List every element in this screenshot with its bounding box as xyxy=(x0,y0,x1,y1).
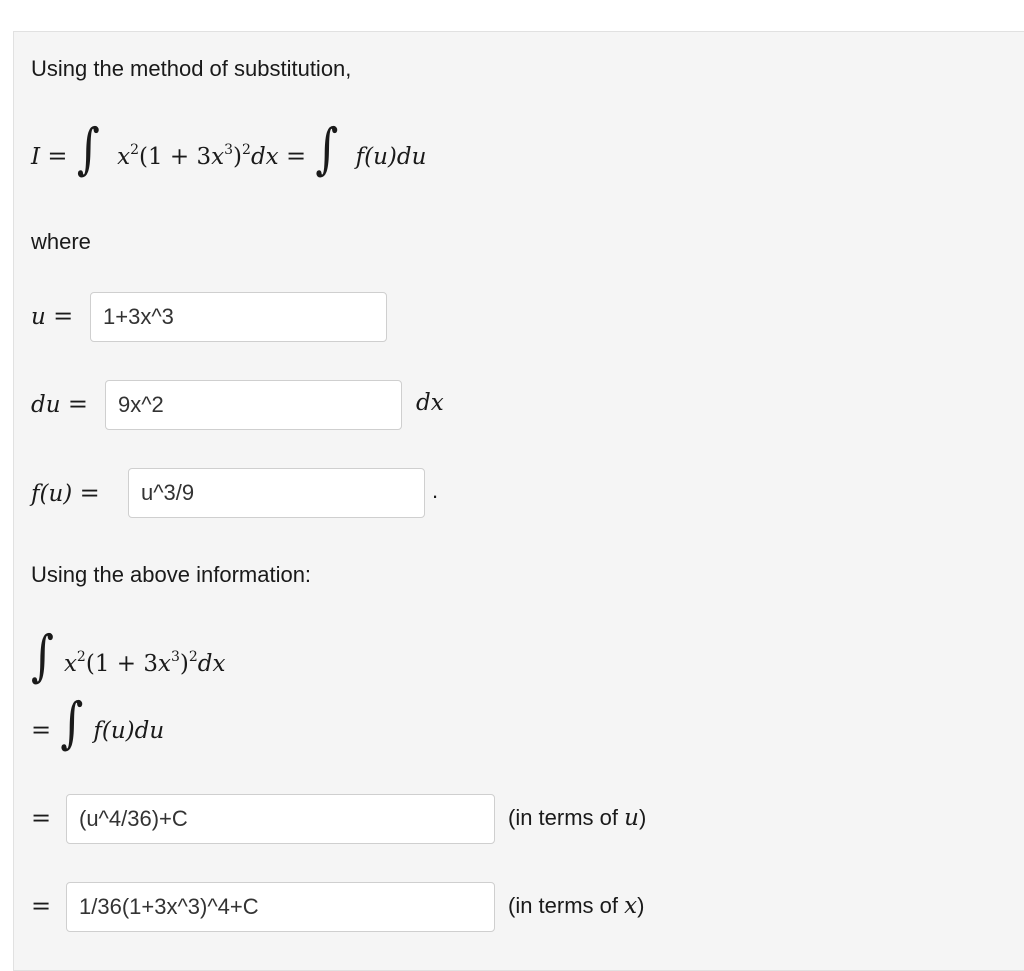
intro-text: Using the method of substitution, xyxy=(31,56,352,81)
dx-suffix: dx xyxy=(416,390,444,416)
du-input[interactable] xyxy=(105,380,402,430)
u-input[interactable] xyxy=(90,292,387,342)
result-u-input[interactable] xyxy=(66,794,495,844)
result-u-note: (in terms of u) xyxy=(508,805,647,831)
integral-sign: ∫ xyxy=(76,117,100,182)
integral-fu-expression: = ∫ f(u)du xyxy=(31,691,165,756)
u-label: u = xyxy=(31,302,74,330)
using-above-text: Using the above information: xyxy=(31,562,312,587)
result-x-equals: = xyxy=(31,892,52,920)
where-text: where xyxy=(31,229,91,254)
result-x-note: (in terms of x) xyxy=(508,893,645,919)
fu-input[interactable] xyxy=(128,468,425,518)
integral-formula: I = ∫ $x^2(1 + 3x^3)^2dx$ = ∫ f(u)du xyxy=(31,117,427,182)
du-label: du = xyxy=(31,390,88,418)
integral-sign: ∫ xyxy=(31,624,54,689)
integral-sign: ∫ xyxy=(315,117,339,182)
integral-expression: ∫ $x^2(1 + 3x^3)^2dx$ xyxy=(31,624,226,689)
fu-period: . xyxy=(432,478,439,503)
fu-label: f(u) = xyxy=(31,479,100,507)
integral-sign: ∫ xyxy=(60,691,84,756)
result-x-input[interactable] xyxy=(66,882,495,932)
formula-I: I xyxy=(31,144,41,170)
result-u-equals: = xyxy=(31,804,52,832)
